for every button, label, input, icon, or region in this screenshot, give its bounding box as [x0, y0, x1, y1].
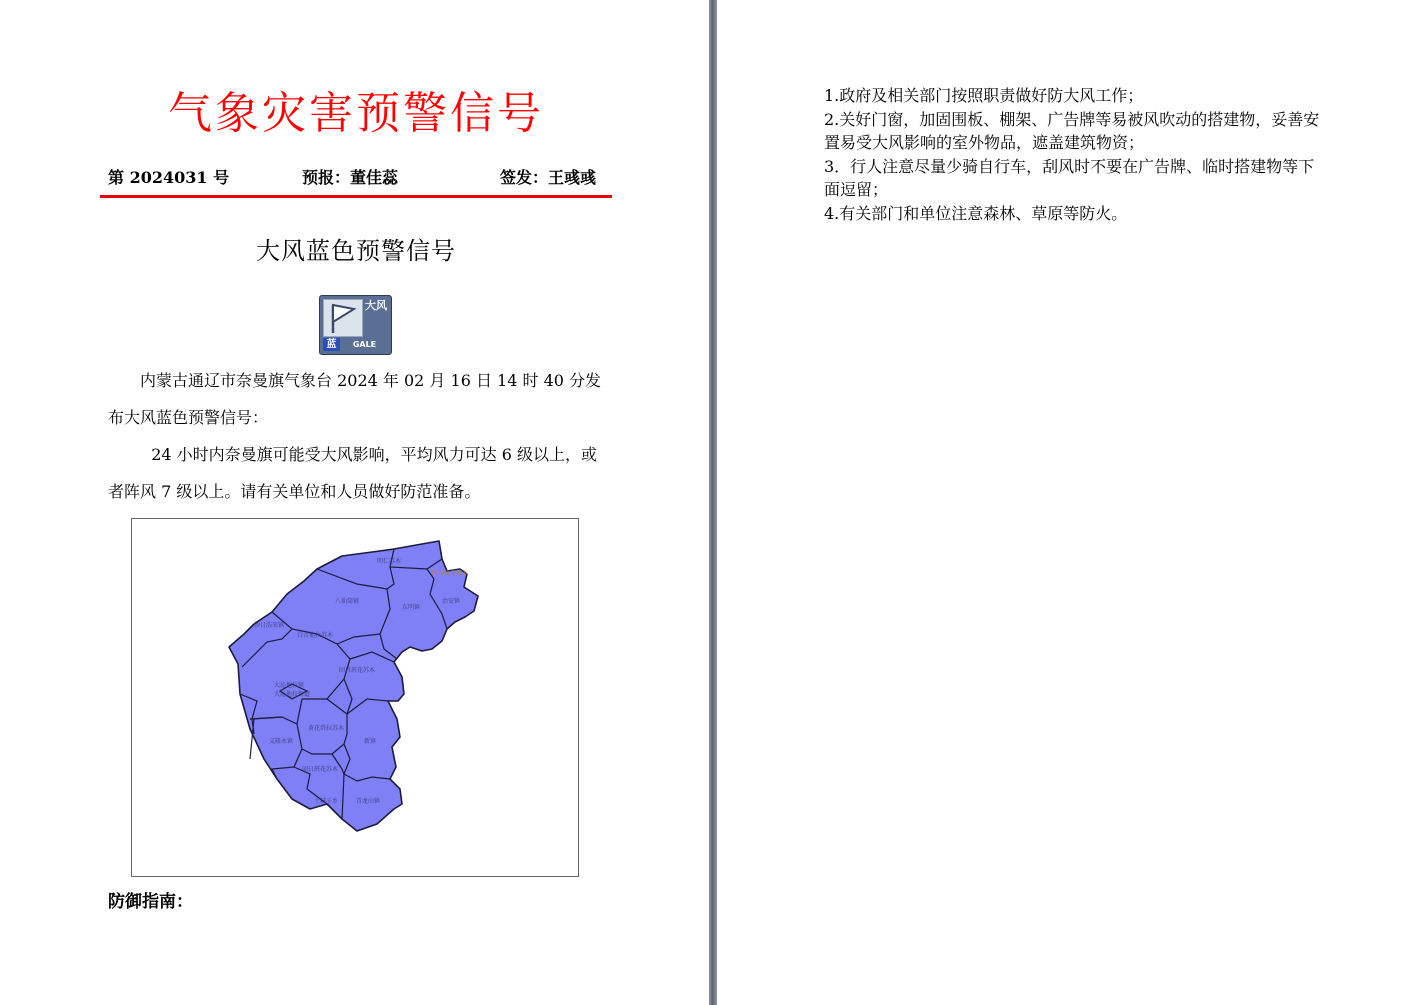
signal-title: 大风蓝色预警信号	[256, 237, 456, 265]
map-label: 黄花塔拉苏木	[308, 725, 345, 732]
guide-item: 4.有关部门和单位注意森林、草原等防火。	[824, 203, 1128, 223]
warning-paragraph-2: 24 小时内奈曼旗可能受大风影响，平均风力可达 6 级以上，或者阵风 7 级以上。请有关单位和人员做好防范准备。	[108, 445, 597, 501]
page-left	[0, 0, 709, 1005]
signal-type-text: 大风	[365, 299, 387, 312]
signal-color-char: 蓝	[323, 338, 340, 351]
map-label: 土城子乡	[314, 798, 339, 805]
forecaster: 预报：董佳蕊	[302, 168, 399, 187]
flag-icon	[323, 299, 363, 337]
map-region-shape	[229, 541, 478, 831]
map-label: 东明镇	[402, 604, 421, 611]
document-title: 气象灾害预警信号	[168, 88, 544, 139]
page-gutter	[709, 0, 717, 1005]
defense-guide-heading: 防御指南：	[108, 892, 193, 912]
map-label: 青龙山镇	[356, 798, 381, 805]
map-label: 义隆永镇	[269, 738, 294, 745]
map-label: 固日班花苏木	[302, 766, 339, 773]
guide-item: 1.政府及相关部门按照职责做好防大风工作；	[824, 86, 1144, 105]
map-label: 新镇	[364, 738, 377, 745]
document-number: 第 2024031 号	[108, 168, 230, 187]
map-label: 明仁苏木	[377, 558, 402, 565]
map-label: 固日班花苏木	[432, 570, 469, 577]
guide-item: 3．行人注意尽量少骑自行车，刮风时不要在广告牌、临时搭建物等下面逗留；	[824, 156, 1315, 199]
signal-english-label: GALE	[352, 340, 377, 349]
issuer: 签发：王彧彧	[500, 168, 597, 187]
map-label: 治安镇	[442, 598, 461, 605]
defense-guide-list	[824, 84, 1324, 225]
warning-area-map	[131, 518, 579, 877]
map-label: 沙日浩来镇	[254, 622, 285, 629]
map-label: 大沁他拉街道	[274, 691, 311, 698]
warning-paragraph-1: 内蒙古通辽市奈曼旗气象台 2024 年 02 月 16 日 14 时 40 分发布大风蓝色预警信号：	[108, 371, 602, 427]
map-label: 固日班花苏木	[339, 667, 376, 674]
gale-blue-signal-icon	[319, 295, 392, 355]
map-label: 大沁他拉镇	[274, 682, 305, 689]
header-divider	[100, 195, 612, 198]
guide-item: 2.关好门窗，加固围板、棚架、广告牌等易被风吹动的搭建物，妥善安置易受大风影响的室外物品，遮盖建筑物资；	[824, 109, 1320, 152]
map-label: 八仙筒镇	[335, 598, 360, 605]
map-label: 白音他拉苏木	[297, 632, 334, 639]
